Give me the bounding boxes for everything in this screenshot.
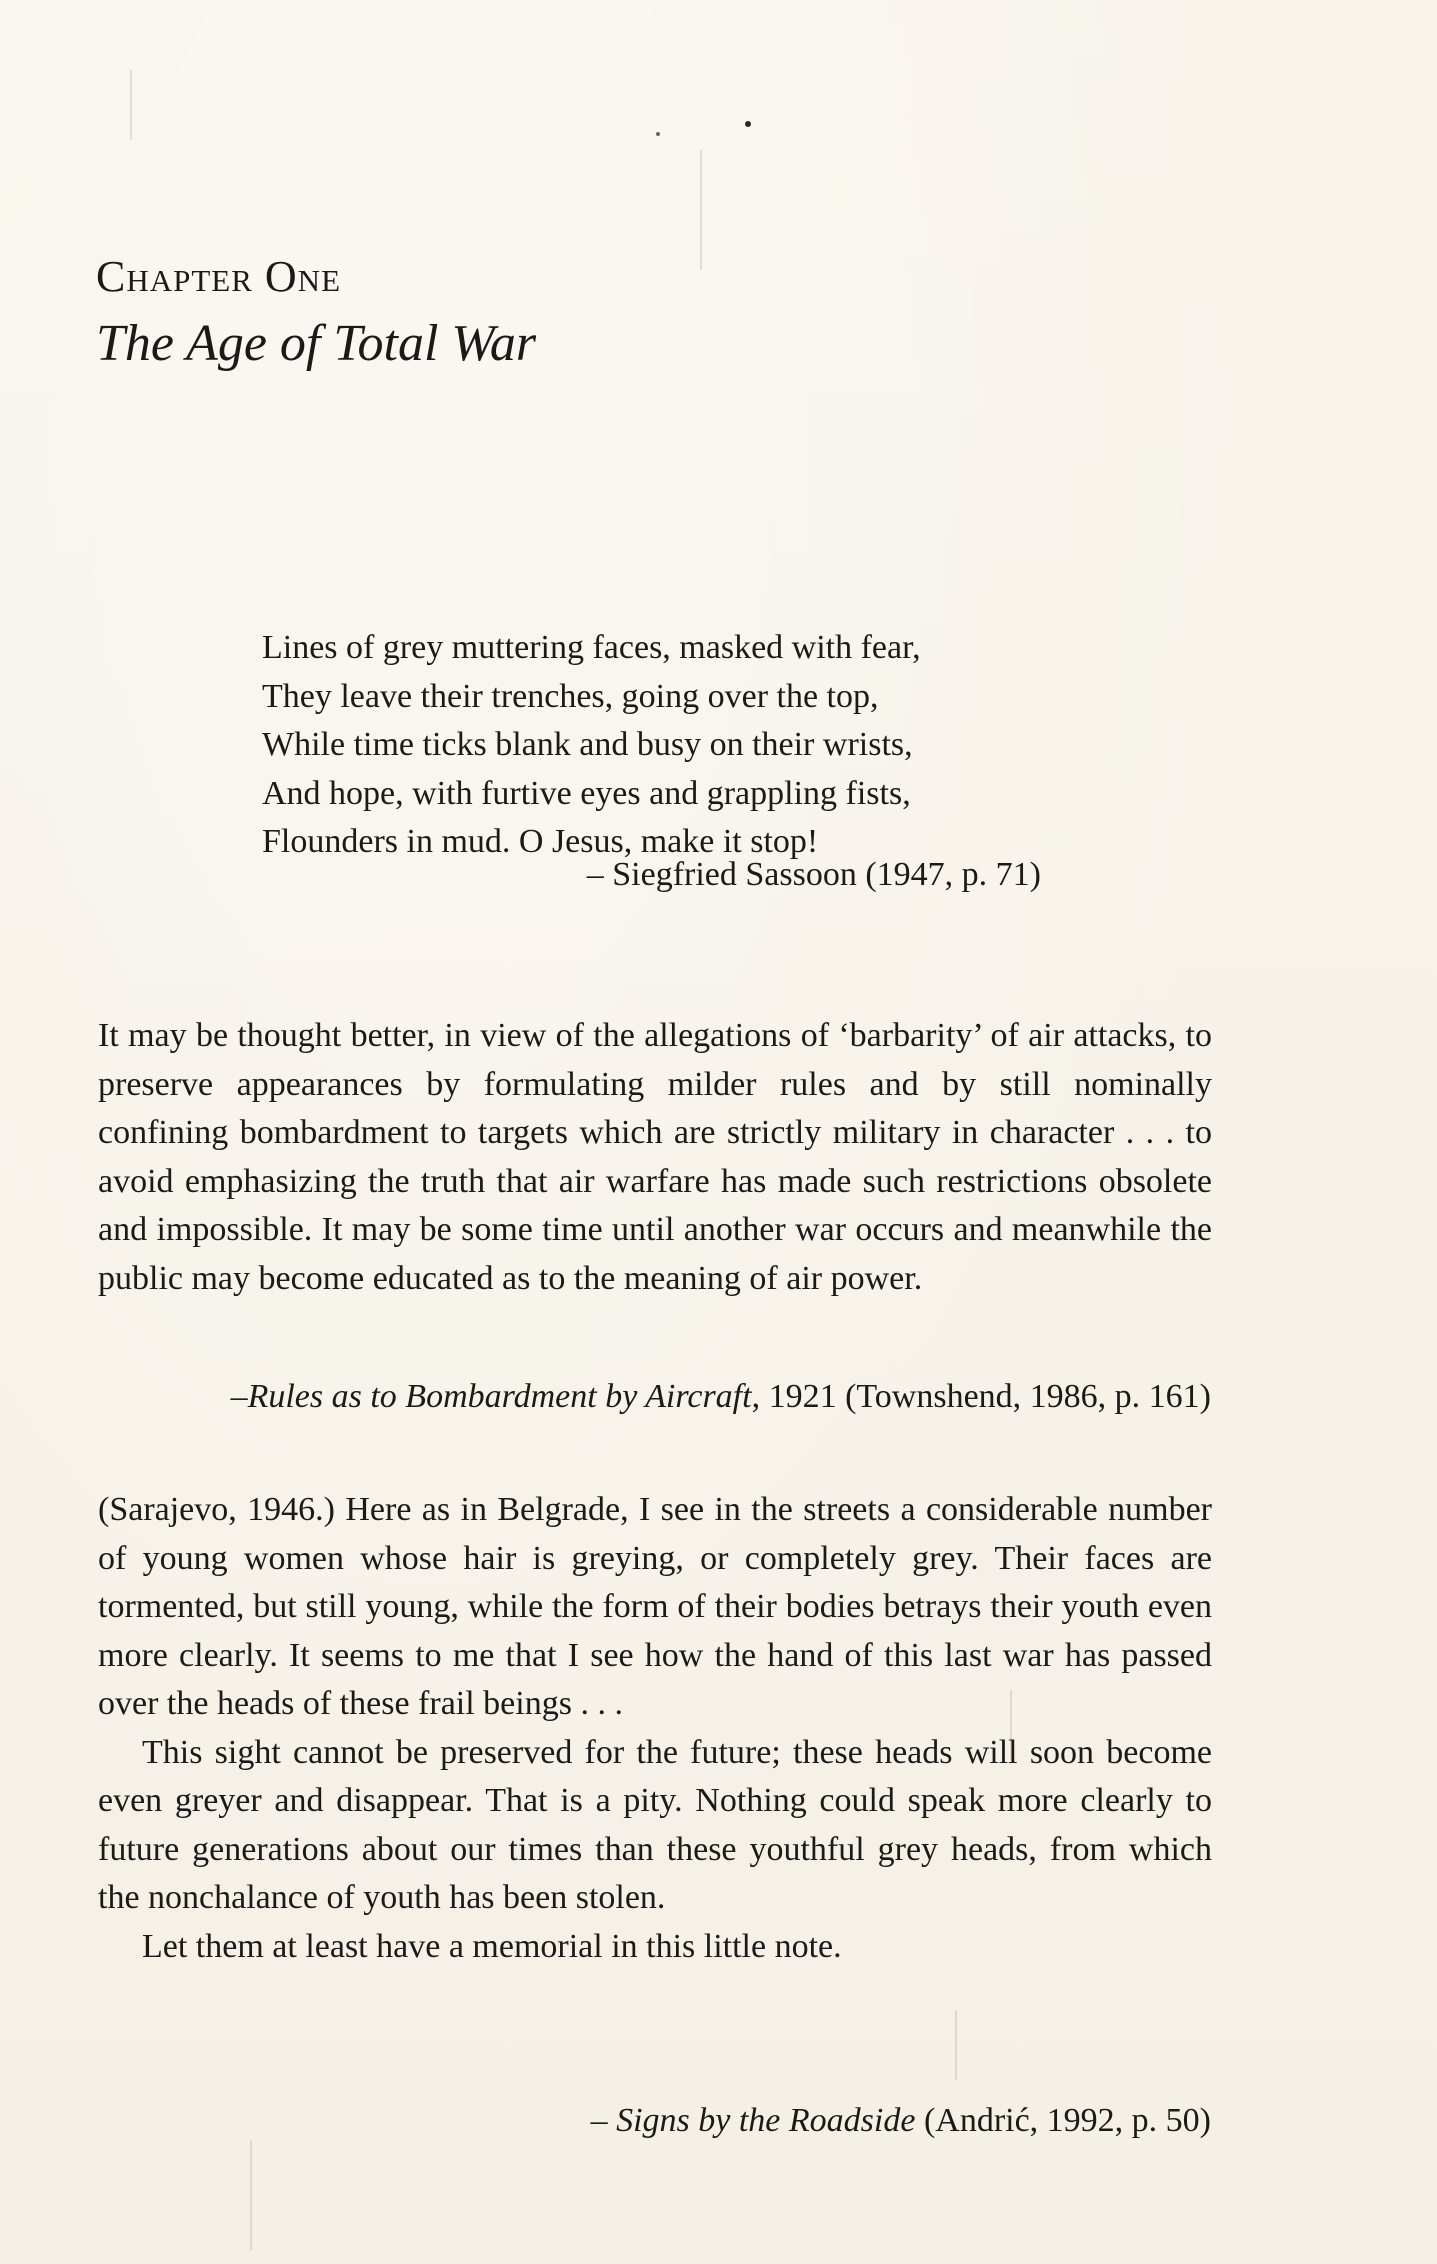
sassoon-poem bbox=[262, 624, 1062, 867]
attribution-title: Rules as to Bombardment by Aircraft bbox=[247, 1378, 752, 1415]
show-through-mark bbox=[250, 2140, 252, 2250]
attribution-source: (Andrić, 1992, p. 50) bbox=[915, 2102, 1211, 2139]
poem-line: They leave their trenches, going over the top, bbox=[262, 677, 879, 715]
chapter-label: Chapter One bbox=[96, 252, 342, 301]
rules-attribution bbox=[231, 1380, 1211, 1414]
show-through-mark bbox=[955, 2010, 957, 2080]
show-through-mark bbox=[700, 150, 702, 270]
attribution-dash: – bbox=[230, 1378, 248, 1415]
poem-line: Lines of grey muttering faces, masked with fear, bbox=[262, 629, 921, 666]
andric-attribution bbox=[591, 2104, 1211, 2138]
andric-paragraph: (Sarajevo, 1946.) Here as in Belgrade, I see in the streets a considerable number of young women whose hair is greying, or completely grey. Their faces are tormented, but still young, while the form of their bodies betrays their youth even more clearly. It seems to me that I see how the hand of this last war has passed over the heads of these frail beings . . . bbox=[98, 1491, 1212, 1722]
poem-line: And hope, with furtive eyes and grappling fists, bbox=[262, 774, 911, 812]
attribution-dash: – bbox=[590, 2102, 608, 2139]
ink-speck bbox=[745, 121, 751, 127]
andric-paragraph: Let them at least have a memorial in this little note. bbox=[142, 1927, 842, 1965]
chapter-title: The Age of Total War bbox=[96, 315, 537, 372]
ink-speck bbox=[656, 132, 660, 136]
poem-line: While time ticks blank and busy on their wrists, bbox=[262, 726, 913, 763]
attribution-title: Signs by the Roadside bbox=[616, 2102, 916, 2139]
attribution-source: , 1921 (Townshend, 1986, p. 161) bbox=[751, 1378, 1211, 1415]
andric-paragraph: This sight cannot be preserved for the future; these heads will soon become even greyer and disappear. That is a pity. Nothing could speak more clearly to future generations about our times than these youthful grey heads, from which the nonchalance of youth has been stolen. bbox=[98, 1733, 1212, 1916]
bombardment-quote-text: It may be thought better, in view of the allegations of ‘barbarity’ of air attacks, to preserve appearances by formulating milder rules and by still nominally confining bombardment to targets which are strictly military in character . . . to avoid emphasizing the truth that air warfare has made such restrictions obsolete and impossible. It may be some time until another war occurs and meanwhile the public may become educated as to the meaning of air power. bbox=[98, 1017, 1212, 1297]
bombardment-quote bbox=[98, 1012, 1212, 1303]
show-through-mark bbox=[130, 70, 132, 140]
sassoon-attribution: – Siegfried Sassoon (1947, p. 71) bbox=[586, 856, 1041, 893]
andric-quote bbox=[98, 1486, 1212, 1971]
poem-line: Flounders in mud. O Jesus, make it stop! bbox=[262, 823, 819, 860]
